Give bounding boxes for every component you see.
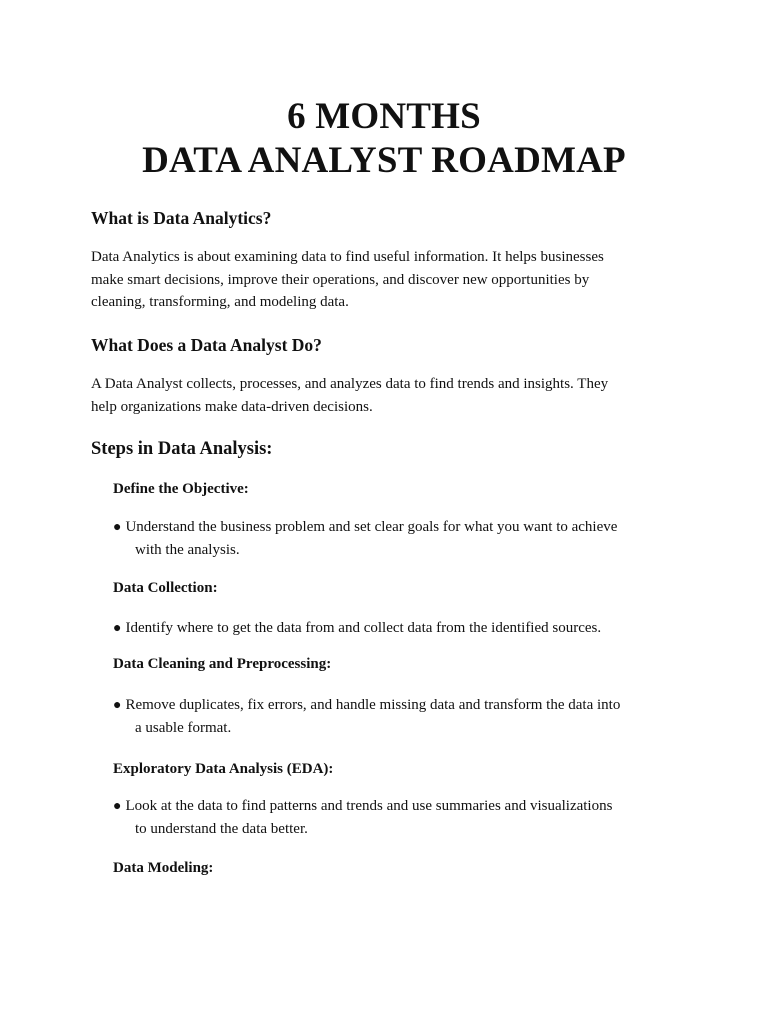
paragraph-what-does-analyst-do	[91, 373, 681, 418]
step-bullet-data-collection	[113, 617, 683, 640]
title-line-2: DATA ANALYST ROADMAP	[142, 140, 626, 181]
step-bullet-data-cleaning	[113, 694, 683, 740]
bullet-line: with the analysis.	[135, 542, 240, 558]
step-heading-data-cleaning: Data Cleaning and Preprocessing:	[113, 656, 332, 672]
paragraph-line: Data Analytics is about examining data to find useful information. It helps businesses	[91, 249, 604, 265]
step-bullet-define-objective	[113, 516, 683, 562]
bullet-dot-icon: ●	[113, 698, 122, 713]
bullet-text: Remove duplicates, fix errors, and handle missing data and transform the data into	[125, 697, 621, 713]
bullet-line	[113, 617, 683, 640]
bullet-line	[113, 795, 683, 818]
bullet-text: Understand the business problem and set clear goals for what you want to achieve	[125, 519, 618, 535]
step-heading-eda: Exploratory Data Analysis (EDA):	[113, 761, 334, 777]
step-bullet-eda	[113, 795, 683, 841]
bullet-dot-icon: ●	[113, 621, 122, 636]
paragraph-line: cleaning, transforming, and modeling data.	[91, 294, 349, 310]
title-line-1: 6 MONTHS	[287, 96, 481, 137]
bullet-dot-icon: ●	[113, 799, 122, 814]
bullet-line: to understand the data better.	[135, 821, 308, 837]
bullet-line	[113, 694, 683, 717]
bullet-text: Look at the data to find patterns and trends and use summaries and visualizations	[125, 798, 613, 814]
paragraph-line: A Data Analyst collects, processes, and analyzes data to find trends and insights. They	[91, 376, 609, 392]
paragraph-line: make smart decisions, improve their operations, and discover new opportunities by	[91, 271, 590, 288]
bullet-line	[113, 516, 683, 539]
step-heading-define-objective: Define the Objective:	[113, 481, 249, 497]
bullet-line: a usable format.	[135, 720, 232, 736]
paragraph-what-is-data-analytics	[91, 246, 681, 314]
step-heading-data-modeling: Data Modeling:	[113, 860, 214, 876]
heading-steps-in-data-analysis: Steps in Data Analysis:	[91, 439, 273, 459]
bullet-text: Identify where to get the data from and collect data from the identified sources.	[125, 620, 602, 636]
paragraph-line: help organizations make data-driven decisions.	[91, 398, 373, 415]
heading-what-is-data-analytics: What is Data Analytics?	[91, 208, 272, 228]
step-heading-data-collection: Data Collection:	[113, 580, 218, 596]
bullet-dot-icon: ●	[113, 520, 122, 535]
heading-what-does-analyst-do: What Does a Data Analyst Do?	[91, 335, 322, 355]
